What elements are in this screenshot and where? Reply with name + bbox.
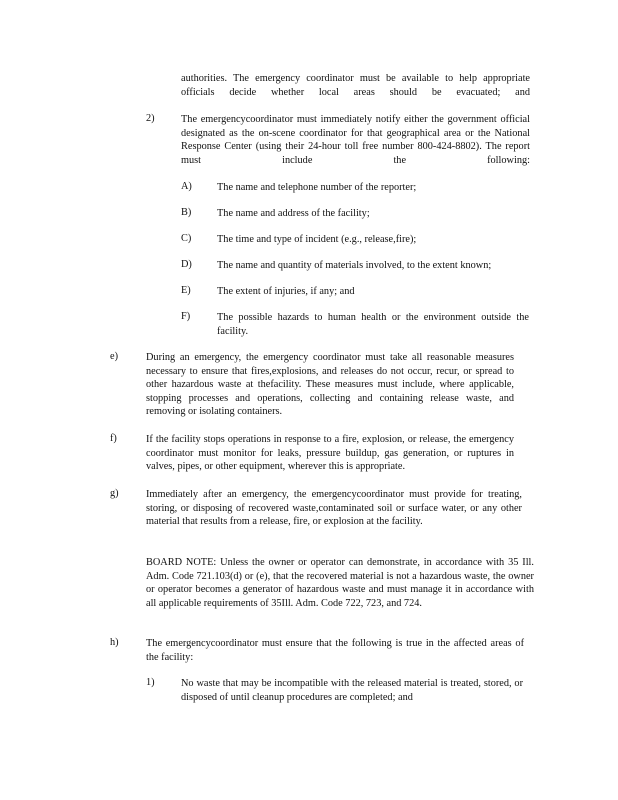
item-h1-label: 1) xyxy=(146,677,155,688)
sub-item-a-text: The name and telephone number of the reporter; xyxy=(217,182,417,193)
sub-item-c-label: C) xyxy=(181,233,192,244)
item-h1-text: No waste that may be incompatible with the released material is treated, stored, or disposed of until cleanup procedures are completed; and xyxy=(181,678,523,703)
item-f-text: If the facility stops operations in response to a fire, explosion, or release, the emergency coordinator must monitor for leaks, pressure buildup, gas generation, or ruptures in valves, pipes, or other equipment, wherever this is appropriate. xyxy=(146,434,514,472)
sub-item-d-label: D) xyxy=(181,259,192,270)
item-g-text: Immediately after an emergency, the emergencycoordinator must provide for treating, storing, or disposing of recovered waste,contaminated soil or surface water, or any other material that results from a release, fire, or explosion at the facility. xyxy=(146,489,522,527)
item-2-label: 2) xyxy=(146,113,155,124)
sub-item-a-label: A) xyxy=(181,181,192,192)
sub-item-b-text: The name and address of the facility; xyxy=(217,208,370,219)
board-note: BOARD NOTE: Unless the owner or operator can demonstrate, in accordance with 35 Ill. Adm. Code 721.103(d) or (e), that the recovered material is not a hazardous waste, the owner or operator becomes a generator of hazardous waste and must manage it in accordance with all applicable requirements of 35Ill. Adm. Code 722, 723, and 724. xyxy=(146,557,534,609)
sub-item-e-label: E) xyxy=(181,285,191,296)
sub-item-f-label: F) xyxy=(181,311,191,322)
item-h-label: h) xyxy=(110,637,119,648)
item-g-label: g) xyxy=(110,488,119,499)
sub-item-d-text: The name and quantity of materials involved, to the extent known; xyxy=(217,260,492,271)
item-2-text: The emergencycoordinator must immediately notify either the government official designated as the on-scene coordinator for that geographical area or the National Response Center (using their 24-hour toll free number 800-424-8802). The report must include the following: xyxy=(181,114,530,166)
sub-item-c-text: The time and type of incident (e.g., release,fire); xyxy=(217,234,417,245)
item-f-label: f) xyxy=(110,433,117,444)
item-e-label: e) xyxy=(110,351,118,362)
sub-item-b-label: B) xyxy=(181,207,192,218)
sub-item-f-text: The possible hazards to human health or the environment outside the facility. xyxy=(217,312,529,337)
sub-item-e-text: The extent of injuries, if any; and xyxy=(217,286,355,297)
intro-paragraph: authorities. The emergency coordinator must be available to help appropriate officials decide whether local areas should be evacuated; and xyxy=(181,73,530,98)
item-e-text: During an emergency, the emergency coordinator must take all reasonable measures necessary to ensure that fires,explosions, and releases do not occur, recur, or spread to other hazardous waste at thefacility. These measures must include, where applicable, stopping processes and operations, collecting and containing release waste, and removing or isolating containers. xyxy=(146,352,514,417)
item-h-text: The emergencycoordinator must ensure that the following is true in the affected areas of the facility: xyxy=(146,638,524,663)
